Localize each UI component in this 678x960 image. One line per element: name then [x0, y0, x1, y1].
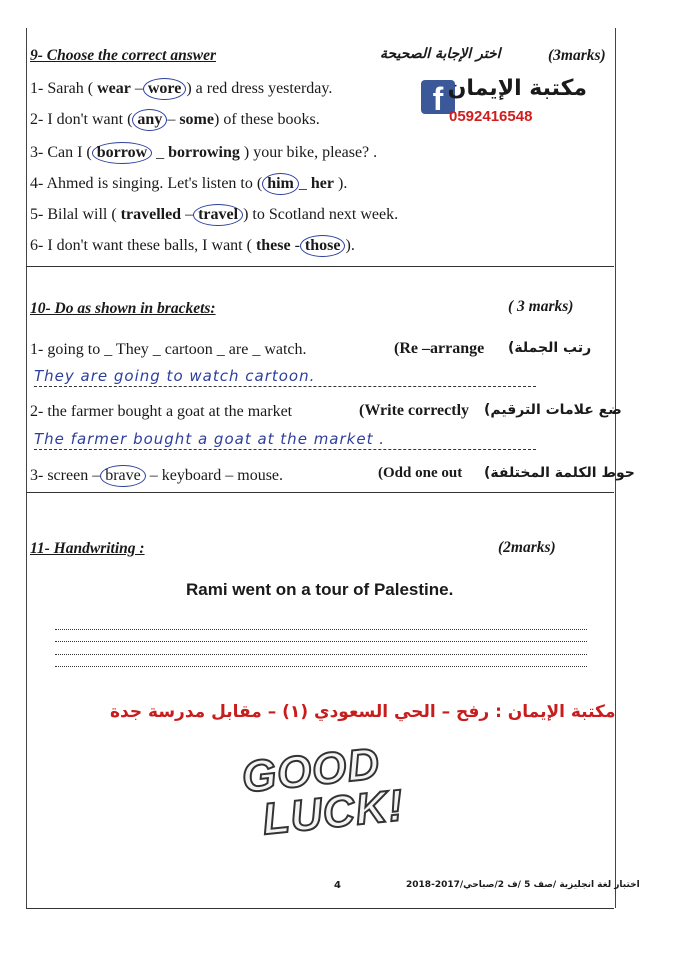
- circled-answer: travel: [193, 204, 243, 226]
- handwriting-sentence: Rami went on a tour of Palestine.: [186, 580, 454, 599]
- q9-marks: (3marks): [548, 47, 606, 64]
- good-luck-line-2: LUCK!: [260, 780, 407, 845]
- q9-item-3: 3- Can I ( borrow _ borrowing ) your bike, please? .: [30, 142, 377, 164]
- circled-answer: any: [132, 109, 167, 131]
- writing-line: [55, 666, 587, 667]
- q10-marks: ( 3 marks): [508, 298, 574, 315]
- q10-item-1-instruction-ar: رتب الجملة): [508, 340, 592, 356]
- library-logo: [421, 78, 593, 128]
- q10-item-2-instruction: (Write correctly: [359, 402, 470, 419]
- page-number: 4: [334, 880, 341, 891]
- writing-line: [55, 629, 587, 630]
- circled-answer: those: [300, 235, 346, 257]
- q10-item-2: 2- the farmer bought a goat at the market: [30, 403, 293, 420]
- logo-name: مكتبة الإيمان: [447, 76, 587, 101]
- q9-title: 9- Choose the correct answer: [30, 47, 216, 64]
- facebook-icon: f: [421, 80, 455, 114]
- q10-item-3-instruction: (Odd one out: [378, 465, 463, 481]
- q10-item-3: 3- screen – brave – keyboard – mouse.: [30, 465, 283, 487]
- circled-answer: borrow: [92, 142, 152, 164]
- writing-line: [55, 654, 587, 655]
- circled-answer: brave: [100, 465, 146, 487]
- q10-title: 10- Do as shown in brackets:: [30, 300, 216, 317]
- q9-item-2: 2- I don't want ( any – some) of these books.: [30, 109, 320, 131]
- writing-line: [55, 641, 587, 642]
- good-luck-art: [240, 740, 406, 844]
- q9-item-4: 4- Ahmed is singing. Let's listen to ( him _ her ).: [30, 173, 347, 195]
- q11-marks: (2marks): [498, 539, 556, 556]
- q10-item-1-instruction: (Re –arrange: [394, 340, 485, 357]
- q10-answer-2: The farmer bought a goat at the market .: [34, 430, 536, 450]
- q10-item-1: 1- going to _ They _ cartoon _ are _ watch.: [30, 341, 307, 358]
- q10-item-3-instruction-ar: حوط الكلمة المختلفة): [484, 465, 635, 481]
- circled-answer: him: [262, 173, 299, 195]
- good-luck-line-1: GOOD: [239, 739, 383, 803]
- q10-answer-1: They are going to watch cartoon.: [34, 367, 536, 387]
- section-divider: [26, 266, 614, 267]
- q9-item-6: 6- I don't want these balls, I want ( these - those ).: [30, 235, 355, 257]
- library-address: مكتبة الإيمان : رفح – الحي السعودي (١) – مقابل مدرسة جدة: [110, 702, 616, 722]
- page-bottom-border: [26, 908, 614, 909]
- section-divider: [26, 492, 614, 493]
- q9-title-ar: اختر الإجابة الصحيحة: [380, 46, 501, 62]
- footer-text: اختبار لغة انجليزية /صف 5 /ف 2/صباحي/2017-2018: [406, 880, 640, 890]
- q9-item-5: 5- Bilal will ( travelled – travel ) to Scotland next week.: [30, 204, 398, 226]
- q11-title: 11- Handwriting :: [30, 540, 145, 557]
- circled-answer: wore: [143, 78, 186, 100]
- logo-phone: 0592416548: [449, 108, 533, 125]
- q10-item-2-instruction-ar: ضع علامات الترقيم): [484, 402, 622, 418]
- q9-item-1: 1- Sarah ( wear – wore ) a red dress yesterday.: [30, 78, 332, 100]
